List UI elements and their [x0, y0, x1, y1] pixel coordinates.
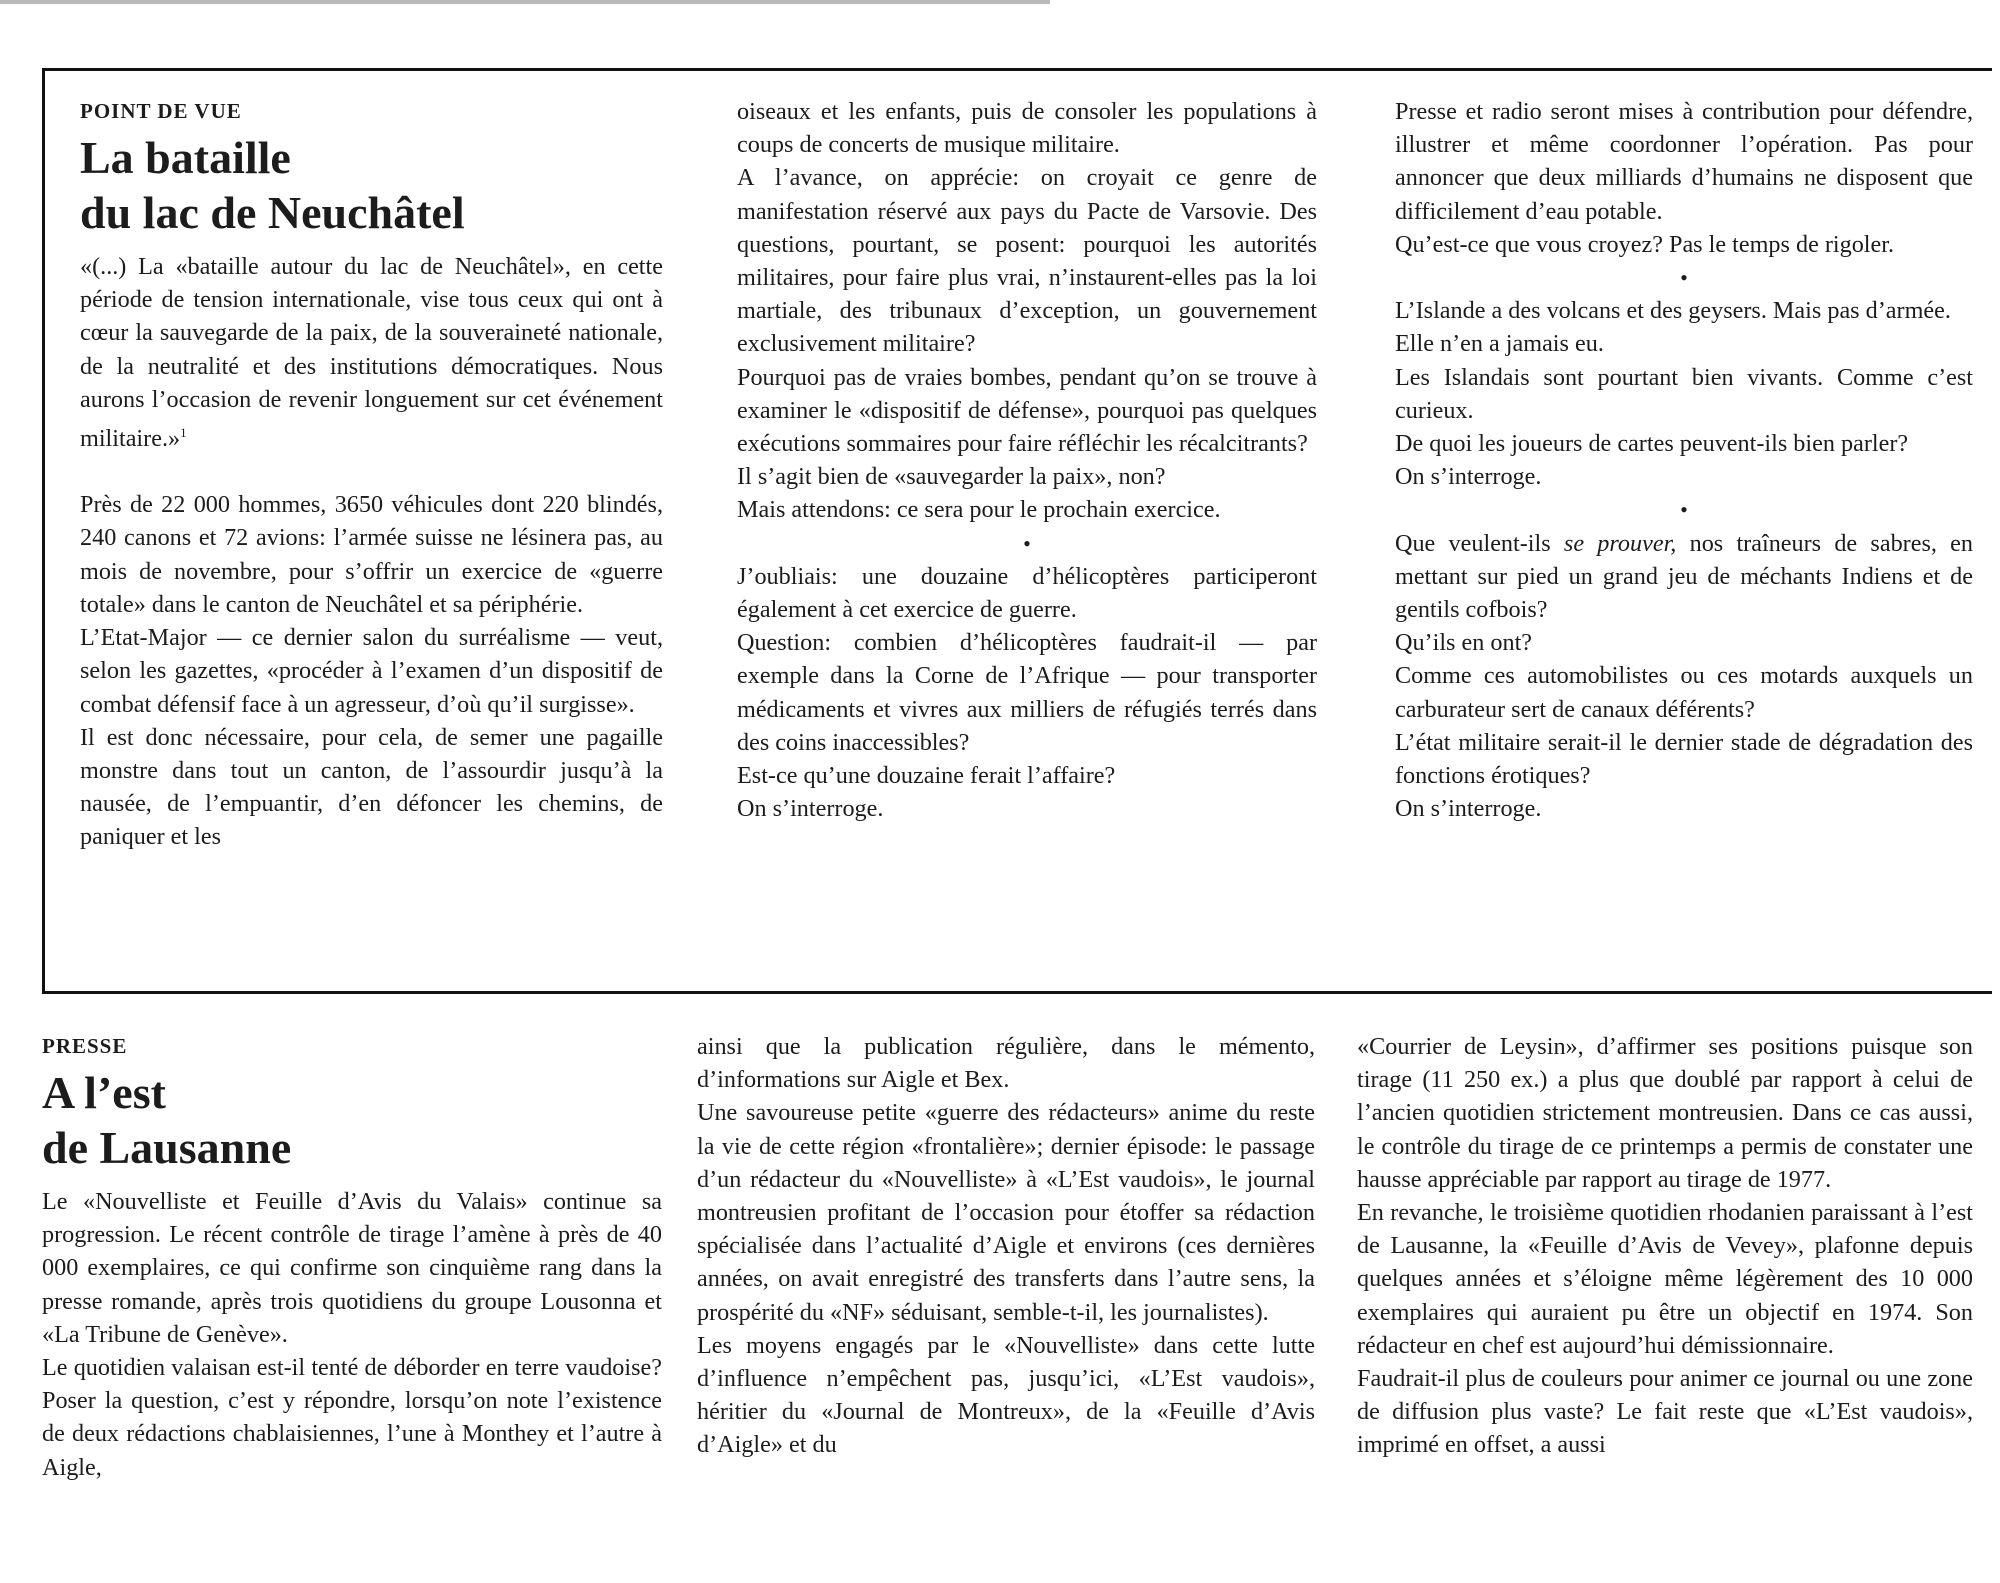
- section-separator-dot: •: [1023, 530, 1031, 556]
- paragraph: On s’interroge.: [1395, 463, 1542, 491]
- point-de-vue-column-1: [80, 98, 663, 854]
- paragraph: Pourquoi pas de vraies bombes, pendant qu’on se trouve à examiner le «dispositif de défense», pourquoi pas quelques exécutions sommaires pour faire réfléchir les récalcitrants?: [737, 363, 1317, 458]
- paragraph: A l’avance, on apprécie: on croyait ce genre de manifestation réservé aux pays du Pacte de Varsovie. Des questions, pourtant, se posent: pourquoi les autorités militaires, pour faire plus vrai, n’instaurent-elles pas la loi martiale, des tribunaux d’exception, un gouvernement exclusivement militaire?: [737, 164, 1317, 358]
- paragraph: Le «Nouvelliste et Feuille d’Avis du Valais» continue sa progression. Le récent contrôle de tirage l’amène à près de 40 000 exemplaires, ce qui confirme son cinquième rang dans la presse romande, après trois quotidiens du groupe Lousonna et «La Tribune de Genève».: [42, 1188, 662, 1348]
- point-de-vue-kicker: POINT DE VUE: [80, 99, 242, 123]
- presse-col1-text: [42, 1185, 662, 1484]
- title-line-2: du lac de Neuchâtel: [80, 187, 465, 238]
- paragraph: ainsi que la publication régulière, dans le mémento, d’informations sur Aigle et Bex.: [697, 1033, 1315, 1094]
- text-run: Que veulent-ils: [1395, 529, 1564, 557]
- point-de-vue-title: [80, 130, 663, 240]
- paragraph: L’Islande a des volcans et des geysers. Mais pas d’armée.: [1395, 297, 1951, 325]
- paragraph: Faudrait-il plus de couleurs pour animer ce journal ou une zone de diffusion plus vaste? Le fait reste que «L’Est vaudois», imprimé en offset, a aussi: [1357, 1365, 1973, 1459]
- presse-kicker: PRESSE: [42, 1034, 128, 1058]
- paragraph: Question: combien d’hélicoptères faudrait-il — par exemple dans la Corne de l’Afrique — pour transporter médicaments et vivres aux milliers de réfugiés terrés dans des coins inaccessibles?: [737, 629, 1317, 756]
- paragraph: On s’interroge.: [737, 795, 884, 823]
- title-line-1: A l’est: [42, 1067, 166, 1118]
- paragraph: L’état militaire serait-il le dernier stade de dégradation des fonctions érotiques?: [1395, 728, 1973, 790]
- point-de-vue-column-3: [1395, 95, 1973, 825]
- paragraph: Il s’agit bien de «sauvegarder la paix», non?: [737, 463, 1166, 491]
- paragraph: Les moyens engagés par le «Nouvelliste» dans cette lutte d’influence n’empêchent pas, jusqu’ici, «L’Est vaudois», héritier du «Journal de Montreux», de la «Feuille d’Avis d’Aigle» et du: [697, 1331, 1315, 1459]
- paragraph: Le quotidien valaisan est-il tenté de déborder en terre vaudoise? Poser la question, c’est y répondre, lorsqu’on note l’existence de deux rédactions chablaisiennes, l’une à Monthey et l’autre à Aigle,: [42, 1354, 662, 1481]
- paragraph: Les Islandais sont pourtant bien vivants. Comme c’est curieux.: [1395, 363, 1973, 424]
- section-separator-dot: •: [1680, 265, 1688, 291]
- paragraph: Mais attendons: ce sera pour le prochain exercice.: [737, 496, 1221, 524]
- point-de-vue-col1-text: [80, 250, 663, 854]
- presse-title: [42, 1065, 662, 1175]
- paragraph: Près de 22 000 hommes, 3650 véhicules dont 220 blindés, 240 canons et 72 avions: l’armée suisse ne lésinera pas, au mois de novembre, pour s’offrir un exercice de «guerre totale» dans le canton de Neuchâtel et sa périphérie.: [80, 491, 663, 618]
- paragraph: L’Etat-Major — ce dernier salon du surréalisme — veut, selon les gazettes, «procéder à l’examen d’un dispositif de combat défensif face à un agresseur, d’où qu’il surgisse».: [80, 624, 663, 718]
- presse-column-1: [42, 1033, 662, 1484]
- paragraph: Comme ces automobilistes ou ces motards auxquels un carburateur sert de canaux déférents?: [1395, 662, 1973, 723]
- paragraph: Une savoureuse petite «guerre des rédacteurs» anime du reste la vie de cette région «frontalière»; dernier épisode: le passage d’un rédacteur du «Nouvelliste» à «L’Est vaudois», le journal montreusien profitant de l’occasion pour étoffer sa rédaction spécialisée dans l’actualité d’Aigle et environs (ces dernières années, on avait enregistré des transferts dans l’autre sens, la prospérité du «NF» séduisant, semble-t-il, les journalistes).: [697, 1099, 1315, 1326]
- quote-text: «(...) La «bataille autour du lac de Neuchâtel», en cette période de tension internationale, vise tous ceux qui ont à cœur la sauvegarde de la paix, de la souveraineté nationale, de la neutralité et des institutions démocratiques. Nous aurons l’occasion de revenir longuement sur cet événement militaire.»: [80, 253, 663, 453]
- paragraph: De quoi les joueurs de cartes peuvent-ils bien parler?: [1395, 430, 1909, 458]
- presse-column-2: [697, 1030, 1315, 1462]
- paragraph: Qu’ils en ont?: [1395, 629, 1533, 657]
- paragraph: En revanche, le troisième quotidien rhodanien paraissant à l’est de Lausanne, la «Feuille d’Avis de Vevey», plafonne depuis quelques années et s’éloigne même légèrement des 10 000 exemplaires qui auraient pu être un objectif en 1974. Son rédacteur en chef est aujourd’hui démissionnaire.: [1357, 1199, 1973, 1359]
- text-run: nos traîneurs de sabres, en mettant sur pied un grand jeu de méchants Indiens et de gentils cofbois?: [1395, 529, 1973, 624]
- paragraph: [1395, 527, 1973, 627]
- paragraph: Elle n’en a jamais eu.: [1395, 330, 1604, 358]
- paragraph: Il est donc nécessaire, pour cela, de semer une pagaille monstre dans tout un canton, de l’assourdir jusqu’à la nausée, de l’empuantir, d’en défoncer les chemins, de paniquer et les: [80, 723, 663, 851]
- footnote-marker: 1: [180, 425, 187, 441]
- paragraph: On s’interroge.: [1395, 795, 1542, 823]
- presse-column-3: [1357, 1030, 1973, 1462]
- point-de-vue-column-2: [737, 95, 1317, 825]
- title-line-1: La bataille: [80, 132, 291, 183]
- paragraph: J’oubliais: une douzaine d’hélicoptères participeront également à cet exercice de guerre.: [737, 562, 1317, 624]
- paragraph: oiseaux et les enfants, puis de consoler les populations à coups de concerts de musique militaire.: [737, 98, 1317, 159]
- emphasis-text: se prouver,: [1563, 529, 1677, 557]
- opening-quote: [80, 250, 663, 455]
- paragraph: Qu’est-ce que vous croyez? Pas le temps de rigoler.: [1395, 230, 1895, 258]
- scan-edge-line: [0, 0, 1050, 4]
- paragraph: Est-ce qu’une douzaine ferait l’affaire?: [737, 762, 1116, 790]
- section-separator-dot: •: [1680, 497, 1688, 523]
- paragraph: Presse et radio seront mises à contribution pour défendre, illustrer et même coordonner l’opération. Pas pour annoncer que deux milliards d’humains ne disposent que difficilement d’eau potable.: [1395, 98, 1973, 225]
- paragraph: «Courrier de Leysin», d’affirmer ses positions puisque son tirage (11 250 ex.) a plus que doublé par rapport à celui de l’ancien quotidien strictement montreusien. Dans ce cas aussi, le contrôle du tirage de ce printemps a permis de constater une hausse appréciable par rapport au tirage de 1977.: [1357, 1033, 1973, 1193]
- title-line-2: de Lausanne: [42, 1122, 292, 1173]
